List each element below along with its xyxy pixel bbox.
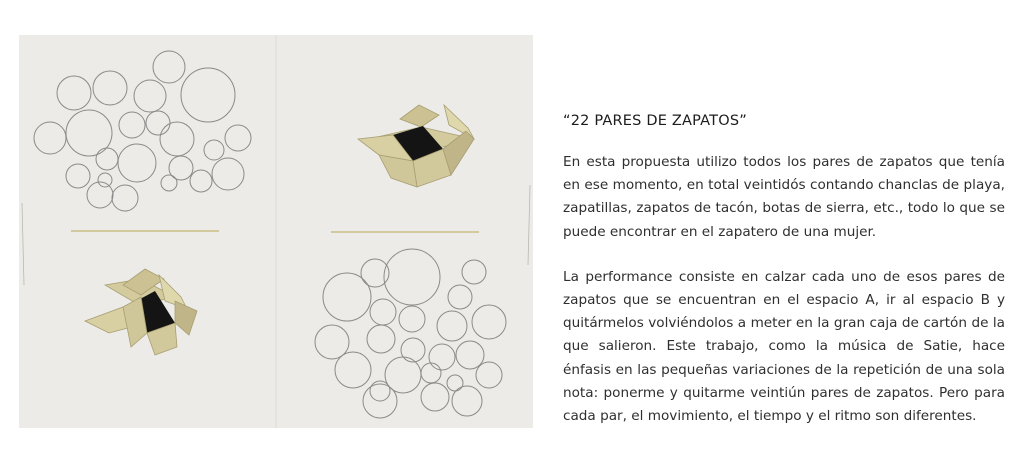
open-box-bottom-left [85,269,197,355]
handwritten-note-left [22,203,24,285]
article-paragraph-1: En esta propuesta utilizo todos los pares de zapatos que tenía en ese momento, en total veintidós contando chanclas de playa, zapatillas, zapatos de tacón, botas de sierra, etc., todo lo que se puede encontrar en el zapatero de una mujer. [563,154,1005,240]
artwork-image [19,35,533,428]
circle-cluster-top-left [34,51,251,211]
circle-cluster-bottom-right [315,249,506,418]
handwritten-note-right [528,185,530,265]
open-box-top-right [358,105,474,187]
article-paragraph-2: La performance consiste en calzar cada uno de esos pares de zapatos que se encuentran en el espacio A, ir al espacio B y quitármelos volviéndolos a meter en la gran caja de cartón de la que salieron. Este trabajo, como la música de Satie, hace énfasis en las pequeñas variaciones de la repetición de una sola nota: ponerme y quitarme veintiún pares de zapatos. Pero para cada par, el movimiento, el tiempo y el ritmo son diferentes. [563,268,1005,425]
article-title: “22 PARES DE ZAPATOS” [563,113,747,129]
article-text [563,113,1005,450]
artwork-drawing [19,35,533,428]
